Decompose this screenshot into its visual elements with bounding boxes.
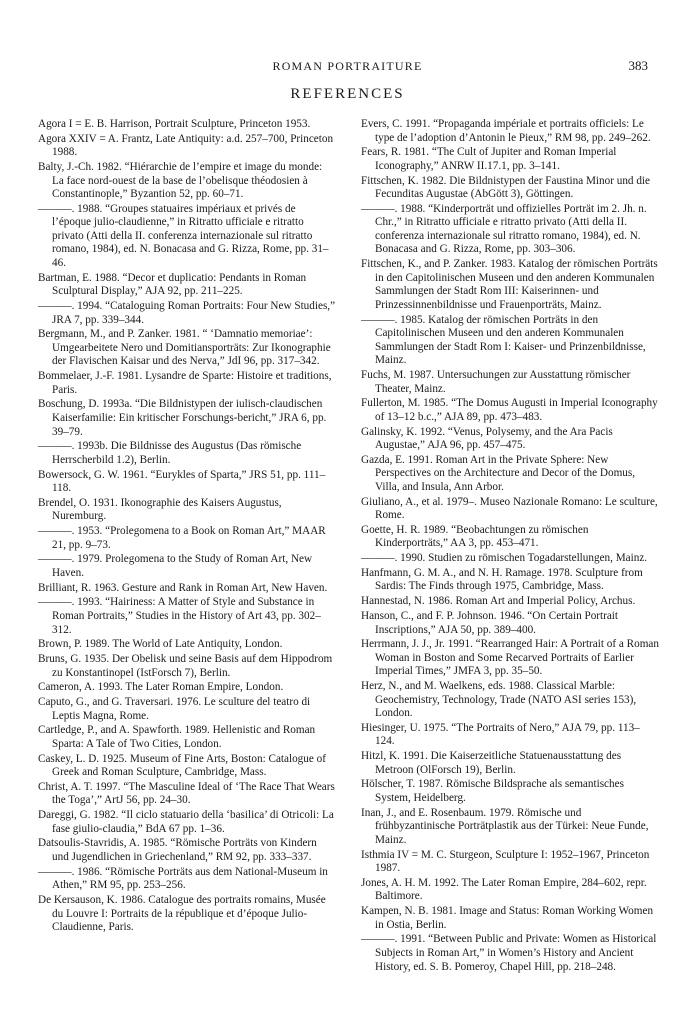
reference-entry: Inan, J., and E. Rosenbaum. 1979. Römische und frühbyzantinische Porträtplastik aus der Türkei: Neue Funde, Mainz. <box>361 806 649 846</box>
reference-entry: Fittschen, K., and P. Zanker. 1983. Katalog der römischen Porträts in den Capitolinischen Museen und den anderen Kommunalen Sammlungen der Stadt Rom III: Kaiserinnen- und Prinzessinnenbildnisse und Frauenporträts, Mainz. <box>361 258 658 311</box>
reference-entry: Brilliant, R. 1963. Gesture and Rank in Roman Art, New Haven. <box>38 581 328 594</box>
references-right-column <box>361 118 659 975</box>
reference-entry: Herrmann, J. J., Jr. 1991. “Rearranged Hair: A Portrait of a Roman Woman in Boston and Some Recarved Portraits of Earlier Imperial Times,” JMFA 3, pp. 35–50. <box>361 638 659 678</box>
reference-entry: Hiesinger, U. 1975. “The Portraits of Nero,” AJA 79, pp. 113–124. <box>361 721 640 748</box>
reference-entry: De Kersauson, K. 1986. Catalogue des portraits romains, Musée du Louvre I: Portraits de la république et d’époque Julio-Claudienne, Paris. <box>38 893 326 934</box>
reference-entry: Boschung, D. 1993a. “Die Bildnistypen der iulisch-claudischen Kaiserfamilie: Ein kritischer Forschungs-bericht,” JRA 6, pp. 39–79. <box>38 398 327 438</box>
reference-entry: Gazda, E. 1991. Roman Art in the Private Sphere: New Perspectives on the Architecture and Decor of the Domus, Villa, and Insula, Ann Arbor. <box>361 453 636 493</box>
reference-entry: Hitzl, K. 1991. Die Kaiserzeitliche Statuenausstattung des Metroon (OlForsch 19), Berlin. <box>361 750 622 776</box>
reference-entry: Evers, C. 1991. “Propaganda impériale et portraits officiels: Le type de l’adoption d’Antonin le Pieux,” RM 98, pp. 249–262. <box>361 118 651 144</box>
reference-entry: Bowersock, G. W. 1961. “Eurykles of Sparta,” JRS 51, pp. 111–118. <box>38 468 326 495</box>
reference-entry: ———. 1990. Studien zu römischen Togadarstellungen, Mainz. <box>361 552 648 565</box>
reference-entry: ———. 1993. “Hairiness: A Matter of Style and Substance in Roman Portraits,” Studies in the History of Art 43, pp. 302–312. <box>38 596 321 636</box>
reference-entry: Herz, N., and M. Waelkens, eds. 1988. Classical Marble: Geochemistry, Technology, Trade (NATO ASI series 153), London. <box>361 680 637 720</box>
reference-entry: Jones, A. H. M. 1992. The Later Roman Empire, 284–602, repr. Baltimore. <box>361 876 647 903</box>
reference-entry: Caskey, L. D. 1925. Museum of Fine Arts, Boston: Catalogue of Greek and Roman Sculpture, Cambridge, Mass. <box>38 752 326 779</box>
reference-entry: Bartman, E. 1988. “Decor et duplicatio: Pendants in Roman Sculptural Display,” AJA 92, pp. 211–225. <box>38 271 307 298</box>
reference-entry: Brendel, O. 1931. Ikonographie des Kaisers Augustus, Nuremburg. <box>38 496 282 523</box>
reference-entry: Fears, R. 1981. “The Cult of Jupiter and Roman Imperial Iconography,” ANRW II.17.1, pp. 3–141. <box>361 146 617 172</box>
reference-entry: Hannestad, N. 1986. Roman Art and Imperial Policy, Archus. <box>361 595 636 608</box>
reference-entry: Fittschen, K. 1982. Die Bildnistypen der Faustina Minor und die Fecunditas Augustae (AbGött 3), Göttingen. <box>361 174 650 201</box>
reference-entry: Hanfmann, G. M. A., and N. H. Ramage. 1978. Sculpture from Sardis: The Finds through 1975, Cambridge, Mass. <box>361 566 643 593</box>
reference-entry: ———. 1994. “Cataloguing Roman Portraits: Four New Studies,” JRA 7, pp. 339–344. <box>38 300 336 326</box>
reference-entry: ———. 1993b. Die Bildnisse des Augustus (Das römische Herrscherbild 1.2), Berlin. <box>38 440 302 466</box>
reference-entry: Dareggi, G. 1982. “Il ciclo statuario della ‘basilica’ di Otricoli: La fase giulio-claudia,” BdA 67 pp. 1–36. <box>38 809 334 835</box>
reference-entry: ———. 1979. Prolegomena to the Study of Roman Art, New Haven. <box>38 553 313 579</box>
reference-entry: Cartledge, P., and A. Spawforth. 1989. Hellenistic and Roman Sparta: A Tale of Two Cities, London. <box>38 724 316 750</box>
running-head <box>0 57 695 77</box>
reference-entry: Bruns, G. 1935. Der Obelisk und seine Basis auf dem Hippodrom zu Konstantinopel (IstForsch 7), Berlin. <box>38 652 333 679</box>
reference-entry: Hölscher, T. 1987. Römische Bildsprache als semantisches System, Heidelberg. <box>361 778 624 804</box>
section-heading: REFERENCES <box>290 86 405 102</box>
reference-entry: Balty, J.-Ch. 1982. “Hiérarchie de l’empire et image du monde: La face nord-ouest de la base de l’obelisque théodosien à Constantinople,” Byzantion 52, pp. 60–71. <box>38 161 323 201</box>
reference-entry: Agora I = E. B. Harrison, Portrait Sculpture, Princeton 1953. <box>38 118 311 130</box>
reference-entry: Caputo, G., and G. Traversari. 1976. Le sculture del teatro di Leptis Magna, Rome. <box>38 695 311 722</box>
reference-entry: ———. 1985. Katalog der römischen Porträts in den Capitolinischen Museen und den anderen Kommunalen Sammlungen der Stadt Rom I: Kaiser- und Prinzenbildnisse, Mainz. <box>361 313 646 367</box>
reference-entry: Agora XXIV = A. Frantz, Late Antiquity: a.d. 257–700, Princeton 1988. <box>38 132 334 159</box>
reference-entry: ———. 1986. “Römische Porträts aus dem National-Museum in Athen,” RM 95, pp. 253–256. <box>38 865 328 892</box>
references-left-column <box>38 118 336 936</box>
reference-entry: ———. 1988. “Groupes statuaires impériaux et privés de l’époque julio-claudienne,” in Ritratto ufficiale e ritratto privato (Atti della II. conferenza internazionale sul ritratto romano, 1984), ed. N. Bonacasa and G. Rizza, Rome, pp. 31–46. <box>38 202 329 270</box>
reference-entry: ———. 1953. “Prolegomena to a Book on Roman Art,” MAAR 21, pp. 9–73. <box>38 525 326 551</box>
reference-entry: Kampen, N. B. 1981. Image and Status: Roman Working Women in Ostia, Berlin. <box>361 905 654 931</box>
reference-entry: Galinsky, K. 1992. “Venus, Polysemy, and the Ara Pacis Augustae,” AJA 96, pp. 457–475. <box>361 425 613 452</box>
page-number: 383 <box>628 58 648 73</box>
running-title: ROMAN PORTRAITURE <box>272 59 423 73</box>
reference-entry: Fullerton, M. 1985. “The Domus Augusti in Imperial Iconography of 13–12 b.c.,” AJA 89, pp. 473–483. <box>361 397 658 423</box>
reference-entry: Christ, A. T. 1997. “The Masculine Ideal of ‘The Race That Wears the Toga’,” ArtJ 56, pp. 24–30. <box>38 780 335 807</box>
reference-entry: Bommelaer, J.-F. 1981. Lysandre de Sparte: Histoire et traditions, Paris. <box>38 370 332 396</box>
reference-entry: Datsoulis-Stavridis, A. 1985. “Römische Porträts von Kindern und Jugendlichen in Griechenland,” RM 92, pp. 333–337. <box>38 837 317 863</box>
reference-entry: Brown, P. 1989. The World of Late Antiquity, London. <box>38 638 283 651</box>
reference-entry: Cameron, A. 1993. The Later Roman Empire, London. <box>38 681 284 694</box>
reference-entry: ———. 1988. “Kinderporträt und offizielles Porträt im 2. Jh. n. Chr.,” in Ritratto ufficiale e ritratto privato (Atti della II. conferenza internazionale sul ritratto romano, 1984), ed. N. Bonacasa and G. Rizza, Rome, pp. 303–306. <box>361 202 647 256</box>
reference-entry: Isthmia IV = M. C. Sturgeon, Sculpture I: 1952–1967, Princeton 1987. <box>361 848 650 875</box>
reference-entry: Bergmann, M., and P. Zanker. 1981. “ ‘Damnatio memoriae’: Umgearbeitete Nero und Domitiansporträts: Zur Ikonographie der Flavischen Kaisar und des Nerva,” JdI 96, pp. 317–342. <box>38 328 331 368</box>
reference-entry: Goette, H. R. 1989. “Beobachtungen zu römischen Kinderporträts,” AA 3, pp. 453–471. <box>361 523 589 550</box>
reference-entry: Giuliano, A., et al. 1979–. Museo Nazionale Romano: Le sculture, Rome. <box>361 495 658 522</box>
reference-entry: Fuchs, M. 1987. Untersuchungen zur Ausstattung römischer Theater, Mainz. <box>361 368 631 395</box>
reference-entry: ———. 1991. “Between Public and Private: Women as Historical Subjects in Roman Art,” in Women’s History and Ancient History, ed. S. B. Pomeroy, Chapel Hill, pp. 218–248. <box>361 933 657 973</box>
reference-entry: Hanson, C., and F. P. Johnson. 1946. “On Certain Portrait Inscriptions,” AJA 50, pp. 389–400. <box>361 609 619 636</box>
